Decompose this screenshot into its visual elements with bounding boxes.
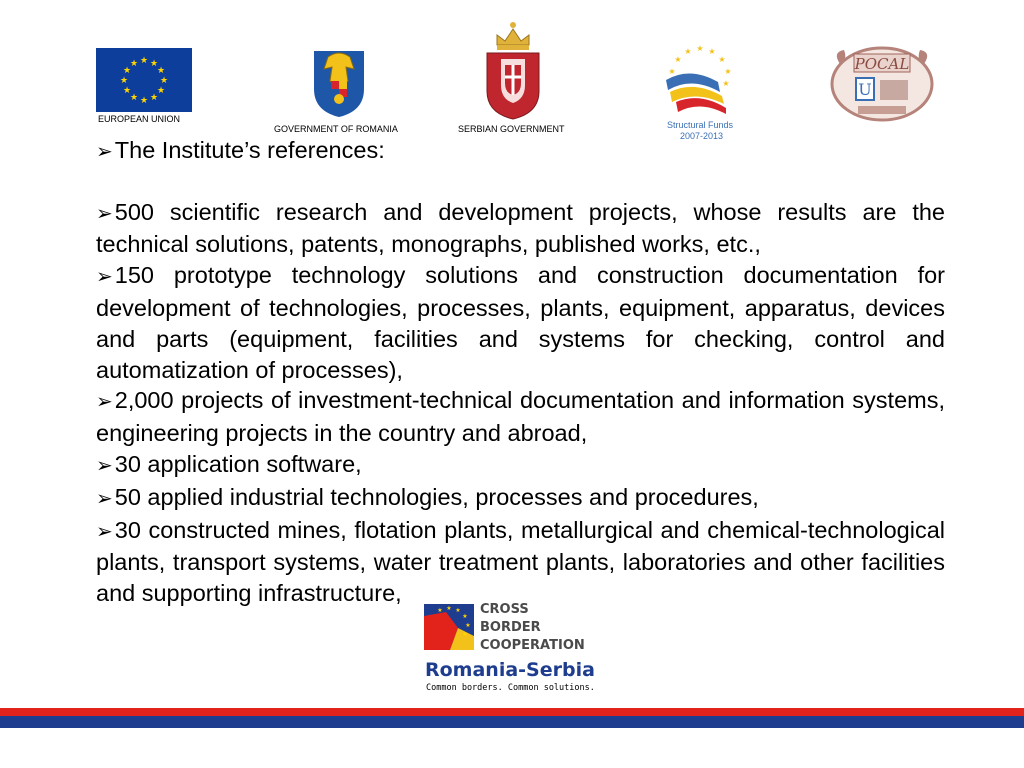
- svg-text:★: ★: [156, 86, 166, 96]
- svg-text:★: ★: [119, 76, 129, 86]
- structural-funds-caption-line1: Structural Funds: [667, 120, 734, 130]
- svg-text:★: ★: [684, 47, 692, 56]
- svg-text:★: ★: [708, 47, 716, 56]
- reference-item: [96, 197, 945, 261]
- reference-item: [96, 515, 945, 609]
- arrow-bullet-icon: ➢: [96, 487, 113, 510]
- arrow-bullet-icon: ➢: [96, 202, 113, 225]
- heading-text: The Institute’s references:: [114, 137, 385, 163]
- cross-border-cooperation-logo: [424, 598, 594, 694]
- svg-text:★: ★: [718, 55, 726, 64]
- cbc-line2: BORDER: [480, 620, 541, 635]
- pocal-logo: [828, 44, 936, 126]
- reference-item-text: 500 scientific research and development projects, whose results are the technical solutions, patents, monographs, published works, etc.,: [96, 198, 945, 258]
- reference-item-text: 50 applied industrial technologies, processes and procedures,: [114, 483, 759, 510]
- serbia-coat-of-arms-icon: [483, 17, 543, 121]
- svg-text:U: U: [858, 80, 872, 99]
- svg-text:POCAL: POCAL: [854, 55, 910, 73]
- svg-text:★: ★: [122, 66, 132, 76]
- eu-flag-icon: [96, 48, 192, 112]
- arrow-bullet-icon: ➢: [96, 141, 113, 163]
- structural-funds-logo: [660, 42, 740, 116]
- reference-item-text: 150 prototype technology solutions and construction documentation for development of technologies, processes, plants, equipment, apparatus, devices and parts (equipment, facilities and systems for checking, control and automatization of processes),: [96, 262, 945, 383]
- cbc-name: Romania-Serbia: [425, 659, 594, 681]
- reference-item: [96, 385, 945, 449]
- references-heading: [96, 135, 945, 166]
- svg-text:★: ★: [674, 55, 682, 64]
- arrow-bullet-icon: ➢: [96, 454, 113, 477]
- svg-text:★: ★: [139, 96, 149, 106]
- structural-funds-caption-line2: 2007-2013: [680, 131, 724, 141]
- svg-text:★: ★: [668, 67, 676, 76]
- references-content: [96, 135, 945, 609]
- cbc-line3: COOPERATION: [480, 638, 585, 653]
- svg-text:★: ★: [149, 93, 159, 103]
- svg-text:★: ★: [462, 631, 468, 638]
- reference-item-text: 2,000 projects of investment-technical documentation and information systems, engineering projects in the country and abroad,: [96, 387, 945, 447]
- romania-caption: GOVERNMENT OF ROMANIA: [274, 124, 398, 134]
- romania-coat-of-arms-icon: [310, 47, 368, 119]
- svg-text:★: ★: [722, 79, 730, 88]
- cbc-tagline: Common borders. Common solutions.: [426, 683, 595, 693]
- svg-text:★: ★: [139, 56, 149, 66]
- serbia-caption: SERBIAN GOVERNMENT: [458, 124, 565, 134]
- svg-text:★: ★: [159, 76, 169, 86]
- eu-caption: EUROPEAN UNION: [98, 114, 181, 124]
- reference-item: [96, 260, 945, 385]
- svg-text:★: ★: [129, 93, 139, 103]
- reference-item: [96, 482, 945, 515]
- svg-text:★: ★: [129, 59, 139, 69]
- svg-text:★: ★: [446, 605, 452, 612]
- cbc-line1: CROSS: [480, 602, 529, 617]
- reference-item-text: 30 application software,: [114, 450, 362, 477]
- footer-band-blue: [0, 716, 1024, 728]
- svg-text:★: ★: [149, 59, 159, 69]
- reference-item: [96, 449, 945, 482]
- svg-text:★: ★: [122, 86, 132, 96]
- reference-item-text: 30 constructed mines, flotation plants, metallurgical and chemical-technological plants, transport systems, water treatment plants, laboratories and other facilities and supporting infrastructure,: [96, 516, 945, 607]
- svg-text:★: ★: [724, 67, 732, 76]
- svg-text:★: ★: [696, 44, 704, 53]
- arrow-bullet-icon: ➢: [96, 266, 113, 289]
- svg-text:★: ★: [455, 607, 461, 614]
- arrow-bullet-icon: ➢: [96, 520, 113, 543]
- arrow-bullet-icon: ➢: [96, 391, 113, 414]
- svg-text:★: ★: [462, 613, 468, 620]
- footer-band-red: [0, 708, 1024, 716]
- svg-text:★: ★: [437, 607, 443, 614]
- svg-text:★: ★: [156, 66, 166, 76]
- svg-text:★: ★: [465, 622, 471, 629]
